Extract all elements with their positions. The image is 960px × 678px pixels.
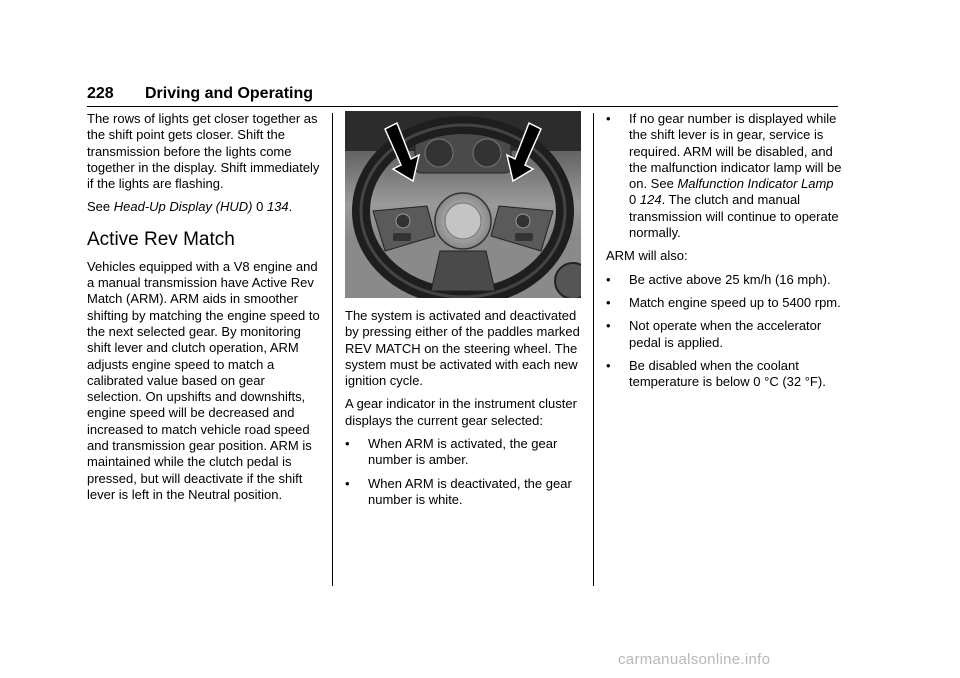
bullet-text: Not operate when the accelerator pedal is applied.	[629, 318, 822, 350]
bullet-icon: •	[606, 111, 611, 126]
bullet-text: Match engine speed up to 5400 rpm.	[629, 294, 841, 310]
bullet-icon: •	[606, 271, 611, 287]
paragraph-shift-lights: The rows of lights get closer together as the shift point gets closer. Shift the transmission before the lights come together in the display. Shift immediately if the lights are flashing.	[87, 111, 320, 192]
paragraph-activation: The system is activated and deactivated by pressing either of the paddles marked REV MATCH on the steering wheel. The system must be activated with each new ignition cycle.	[345, 308, 580, 389]
bullet-text: Be active above 25 km/h (16 mph).	[629, 271, 831, 287]
see-suffix: .	[288, 199, 293, 215]
bullet-text: When ARM is deactivated, the gear number is white.	[368, 475, 572, 507]
page-ref-icon: 0	[629, 192, 637, 208]
bullet-icon: •	[606, 294, 611, 310]
section-title: Driving and Operating	[145, 85, 314, 102]
page-number: 228	[87, 85, 114, 102]
list-item	[606, 358, 842, 391]
list-item	[606, 111, 842, 241]
paragraph-arm-description: Vehicles equipped with a V8 engine and a manual transmission have Active Rev Match (ARM). ARM aids in smoother shifting by matching the engine speed to the next selected gear. By monitoring shift lever and clutch operation, ARM adjusts engine speed to match a calibrated value based on gear selection. On upshifts and downshifts, engine speed will be decreased and increased to match vehicle road speed and transmission gear position. ARM is maintained while the clutch pedal is pressed, but will deactivate if the shift lever is left in the Neutral position.	[87, 258, 320, 502]
arm-also-intro: ARM will also:	[606, 248, 688, 264]
list-item	[345, 476, 581, 509]
page-ref-icon: 0	[256, 199, 264, 215]
bullet-text: Be disabled when the coolant temperature is below 0 °C (32 °F).	[629, 357, 826, 390]
bullet-icon: •	[606, 318, 611, 334]
column-1	[87, 111, 323, 510]
hud-link[interactable]: Head-Up Display (HUD)	[113, 199, 253, 215]
bullet-text: When ARM is activated, the gear number is amber.	[368, 436, 558, 468]
watermark: carmanualsonline.info	[618, 651, 771, 668]
paragraph-gear-indicator: A gear indicator in the instrument cluster displays the current gear selected:	[345, 396, 577, 428]
page-header	[87, 84, 838, 107]
bullet-text	[629, 111, 842, 241]
bullet-icon: •	[345, 475, 350, 491]
column-2	[345, 111, 581, 515]
column-divider-2	[593, 113, 594, 586]
list-item	[606, 272, 842, 288]
mil-link[interactable]: Malfunction Indicator Lamp	[677, 176, 834, 192]
list-item	[606, 295, 842, 311]
hud-page-ref[interactable]: 134	[266, 199, 289, 215]
see-prefix: See	[87, 199, 111, 215]
bullet1-tail: . The clutch and manual transmission will continue to operate normally.	[629, 192, 839, 241]
see-reference	[87, 199, 323, 215]
steering-wheel-photo	[345, 111, 581, 298]
bullet-icon: •	[345, 436, 350, 452]
bullet-icon: •	[606, 357, 611, 373]
heading-active-rev-match: Active Rev Match	[87, 228, 235, 250]
column-3	[606, 111, 842, 397]
bullet1-text: If no gear number is displayed while the shift lever is in gear, service is required. ARM will be disabled, and the malfunction indicator lamp will be on. See	[629, 111, 842, 192]
list-item	[345, 436, 581, 469]
list-item	[606, 318, 842, 351]
column-divider-1	[332, 113, 333, 586]
mil-page-ref[interactable]: 124	[639, 192, 662, 208]
